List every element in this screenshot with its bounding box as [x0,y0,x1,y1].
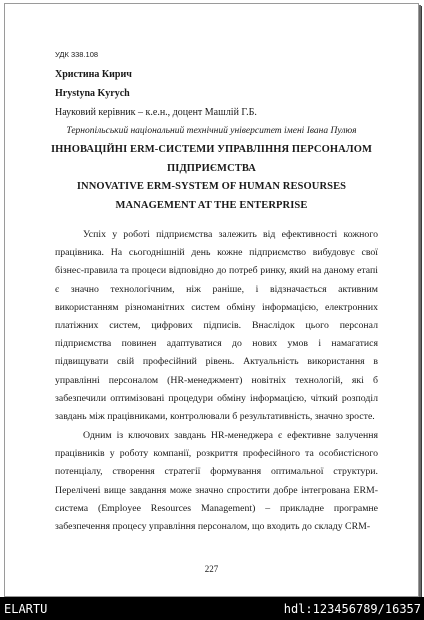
author-name-ua: Христина Кирич [55,69,132,80]
udk-code: УДК 338.108 [55,50,99,59]
body-paragraph-2: Одним із ключових завдань HR-менеджера є ефективне залучення працівників у роботу компанії, розкриття професійного та особистісного потенціалу, створення стратегії формування оптимальної структури. Перелічені вище завдання може значно спростити добре інтегрована ERM-система (Employee Resources Management) – прикладне програмне забезпечення процесу управління персоналом, що входить до складу CRM- [55,430,378,533]
repository-footer-bar [0,597,424,620]
title-ua-line-1: ІННОВАЦІЙНІ ERM-СИСТЕМИ УПРАВЛІННЯ ПЕРСОНАЛОМ [50,144,373,155]
title-ua-line-2: ПІДПРИЄМСТВА [167,163,256,174]
title-en-line-1: INNOVATIVE ERM-SYSTEM OF HUMAN RESOURSES [76,181,347,192]
institution-name: Тернопільський національний технічний університет імені Івана Пулюя [66,126,357,136]
title-en-line-2: MANAGEMENT AT THE ENTERPRISE [115,200,308,211]
page-number: 227 [204,564,219,574]
document-page [4,3,419,597]
handle-identifier: hdl:123456789/16357 [283,602,421,616]
body-paragraph-1: Успіх у роботі підприємства залежить від ефективності кожного працівника. На сьогоднішній день кожне підприємство вибудовує свої бізнес-правила та процеси відповідно до потреб ринку, який на даному етапі є значно технологічним, ніж раніше, і відзначається активним використанням різноманітних систем обміну інформацією, електронних платіжних систем, цифрових підписів. Внаслідок цього персонал підприємства повинен адаптуватися до нових умов і намагатися підвищувати свій професійний рівень. Актуальність використання в управлінні персоналом (HR-менеджмент) новітніх технологій, які б забезпечили оптимізовані процедури обміну інформацією, чіткий розподіл завдань між працівниками, контролювали б результативність, значно зросте. [55,229,378,423]
scientific-advisor: Науковий керівник – к.е.н., доцент Машлій Г.Б. [55,107,257,118]
author-name-en: Hrystyna Kyrych [55,88,130,99]
repository-name: ELARTU [4,602,48,616]
